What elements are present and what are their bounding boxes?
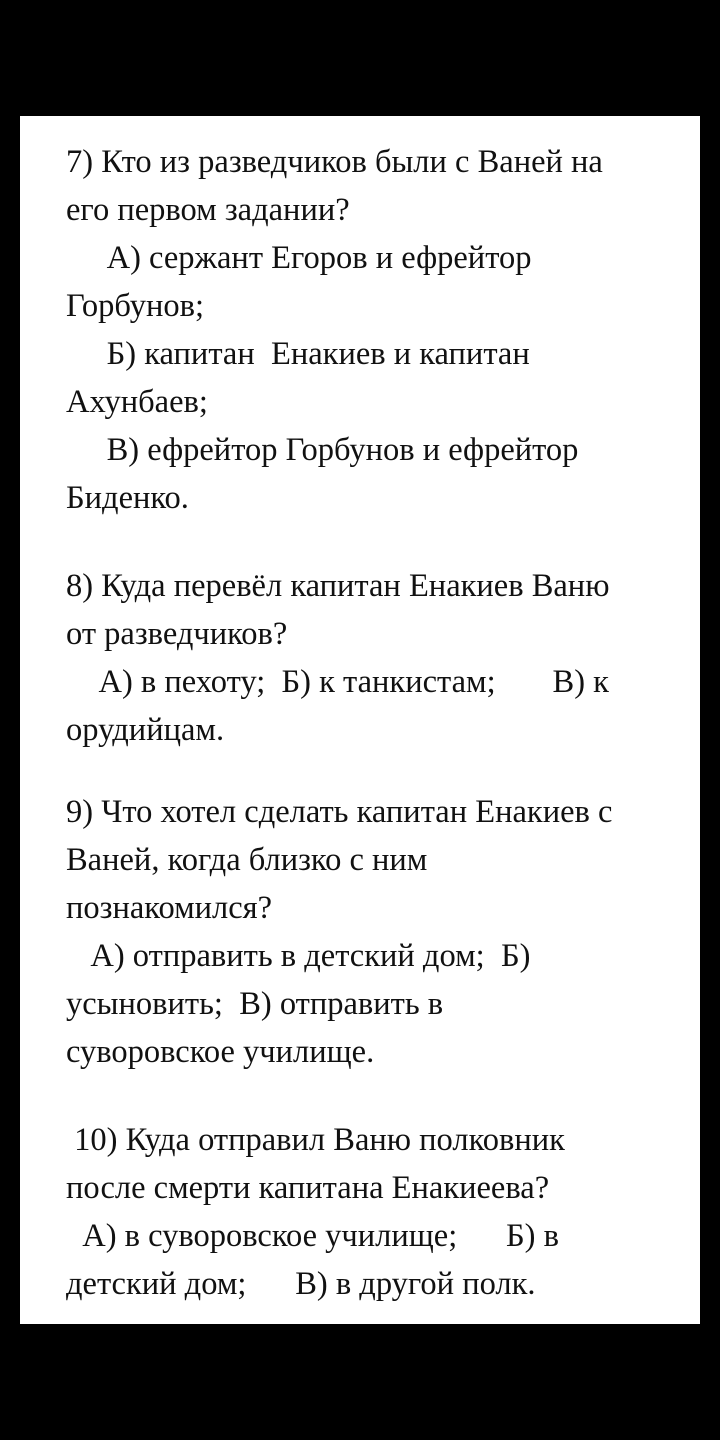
answer-options: А) в суворовское училище; Б) в: [66, 1218, 559, 1254]
question-line: его первом задании?: [66, 192, 350, 228]
question-line: 8) Куда перевёл капитан Енакиев Ваню: [66, 568, 610, 604]
answer-options-cont: детский дом; В) в другой полк.: [66, 1266, 536, 1302]
answer-option-a: А) сержант Егоров и ефрейтор: [66, 240, 532, 276]
answer-options: А) в пехоту; Б) к танкистам; В) к: [66, 664, 609, 700]
question-line: 9) Что хотел сделать капитан Енакиев с: [66, 794, 613, 830]
answer-option-c-cont: Биденко.: [66, 480, 189, 516]
answer-options-cont: усыновить; В) отправить в: [66, 986, 444, 1022]
answer-options-cont: суворовское училище.: [66, 1034, 375, 1070]
question-line: познакомился?: [66, 890, 273, 926]
answer-option-c: В) ефрейтор Горбунов и ефрейтор: [66, 432, 579, 468]
answer-option-b-cont: Ахунбаев;: [66, 384, 208, 420]
answer-options-cont: орудийцам.: [66, 712, 225, 748]
document-page: [20, 116, 700, 1324]
question-line: Ваней, когда близко с ним: [66, 842, 428, 878]
question-line: после смерти капитана Енакиеева?: [66, 1170, 550, 1206]
question-line: 7) Кто из разведчиков были с Ваней на: [66, 144, 603, 180]
answer-option-b: Б) капитан Енакиев и капитан: [66, 336, 530, 372]
question-line: 10) Куда отправил Ваню полковник: [66, 1122, 565, 1158]
answer-options: А) отправить в детский дом; Б): [66, 938, 531, 974]
answer-option-a-cont: Горбунов;: [66, 288, 204, 324]
question-line: от разведчиков?: [66, 616, 288, 652]
